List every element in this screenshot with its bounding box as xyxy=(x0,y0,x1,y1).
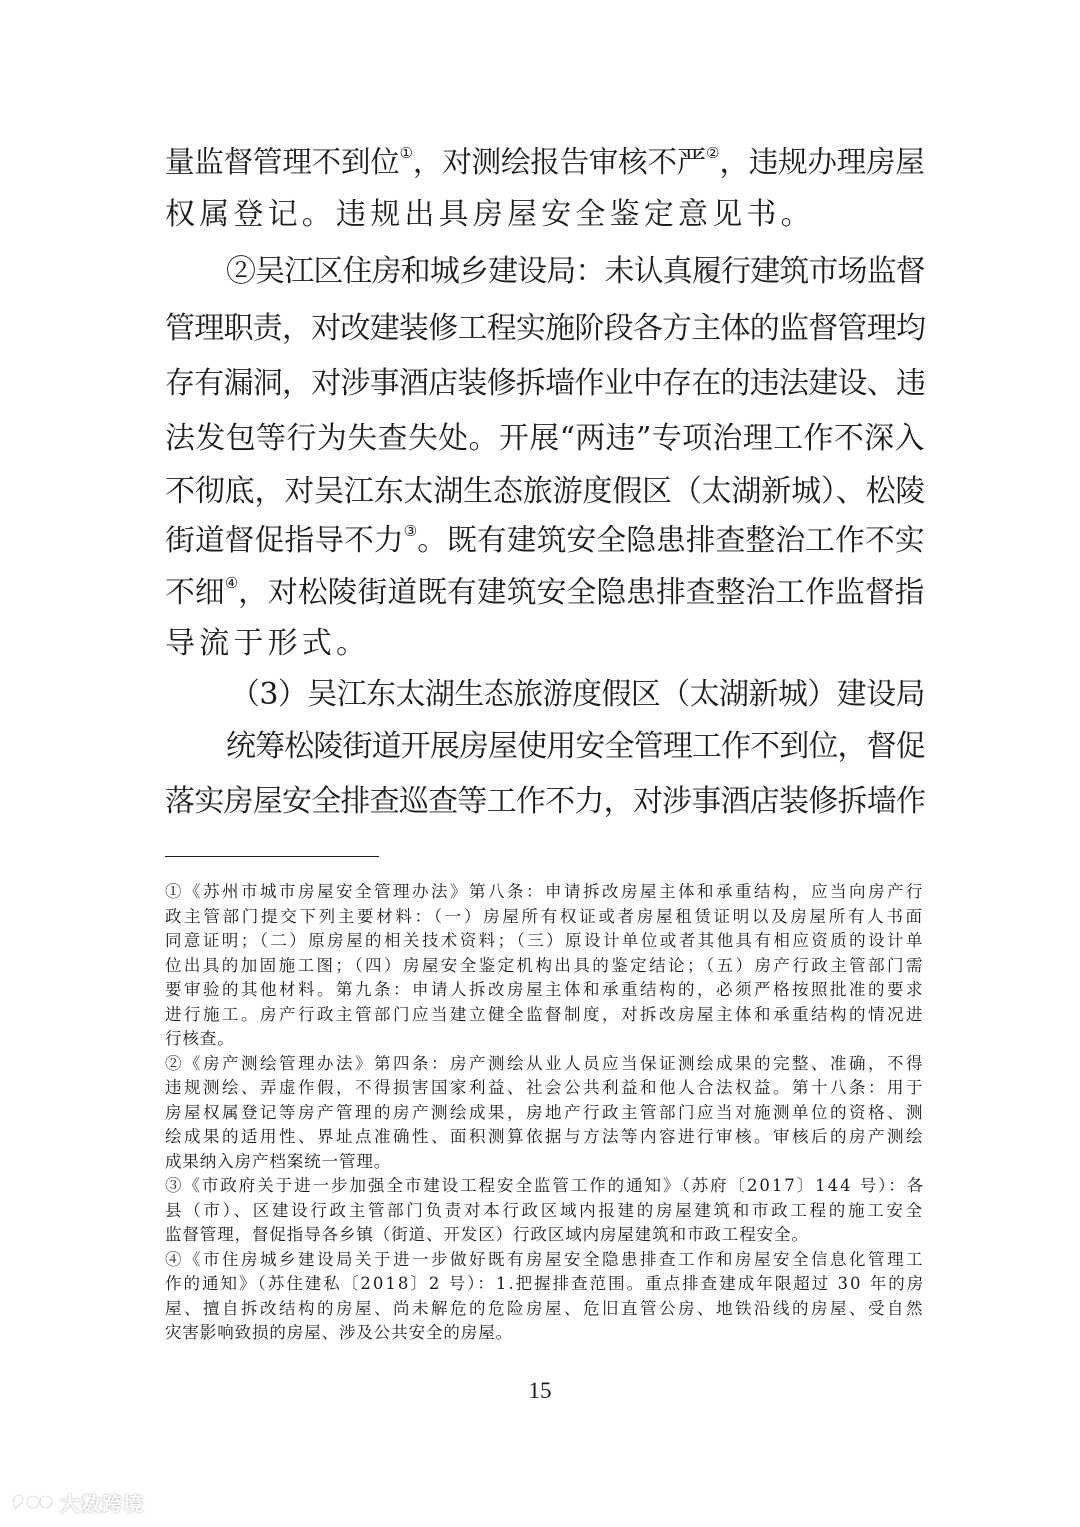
body-text-segment: ，违规办理房屋 xyxy=(719,144,925,179)
footnote-line: ④《市住房城乡建设局关于进一步做好既有房屋安全隐患排查工作和房屋安全信息化管理工 xyxy=(165,1249,925,1269)
body-text-segment: 导流于形式。 xyxy=(165,626,371,661)
body-line xyxy=(165,784,926,819)
footnote-line: 同意证明；（二）原房屋的相关技术资料；（三）原设计单位或者其他具有相应资质的设计单 xyxy=(165,931,925,950)
footnote-divider xyxy=(165,856,379,857)
footnote-marker: ③ xyxy=(403,522,418,540)
footnote-line: 灾害影响致损的房屋、涉及公共安全的房屋。 xyxy=(165,1323,513,1342)
body-text-segment: 统筹松陵街道开展房屋使用安全管理工作不到位，督促 xyxy=(226,729,925,764)
body-line xyxy=(165,576,925,608)
footnote-line: 要审验的其他材料。第九条：申请人拆改房屋主体和承重结构的，必须严格按照批准的要求 xyxy=(165,980,925,999)
footnote-marker: ④ xyxy=(224,574,239,592)
footnote-line: 位出具的加固施工图；（四）房屋安全鉴定机构出具的鉴定结论；（五）房产行政主管部门需 xyxy=(165,955,925,975)
dashuju-logo-icon xyxy=(10,1489,54,1515)
body-text-segment: 法发包等行为失查失处。开展“两违”专项治理工作不深入 xyxy=(165,421,925,456)
body-line xyxy=(165,421,925,456)
body-line xyxy=(165,146,925,177)
body-text-segment: 不彻底，对吴江东太湖生态旅游度假区（太湖新城）、松陵 xyxy=(165,474,926,509)
footnote-marker: ② xyxy=(705,144,720,162)
body-text-segment: ②吴江区住房和城乡建设局：未认真履行建筑市场监督 xyxy=(226,254,925,289)
body-line xyxy=(230,677,925,712)
footnote-line: 行核查。 xyxy=(165,1029,235,1048)
watermark-text: 大数跨境 xyxy=(60,1491,144,1516)
footnote-line: 绘成果的适用性、界址点准确性、面积测算依据与方法等内容进行审核。审核后的房产测绘 xyxy=(165,1127,925,1146)
body-line xyxy=(226,254,925,289)
watermark xyxy=(10,1484,144,1520)
body-text-segment: 管理职责，对改建装修工程实施阶段各方主体的监督管理均 xyxy=(165,311,926,346)
footnote-line: ③《市政府关于进一步加强全市建设工程安全监管工作的通知》（苏府〔2017〕144 号）：各 xyxy=(165,1176,926,1195)
body-line xyxy=(165,366,926,401)
body-line xyxy=(165,311,926,346)
body-text-segment: 存有漏洞，对涉事酒店装修拆墙作业中存在的违法建设、违 xyxy=(165,366,926,401)
page-number: 15 xyxy=(528,1378,552,1403)
footnote-line: 屋、擅自拆改结构的房屋、尚未解危的危险房屋、危旧直管公房、地铁沿线的房屋、受自然 xyxy=(165,1298,925,1318)
footnote-line: 成果纳入房产档案统一管理。 xyxy=(165,1151,392,1171)
footnote-line: ②《房产测绘管理办法》第四条：房产测绘从业人员应当保证测绘成果的完整、准确，不得 xyxy=(165,1053,925,1073)
footnote-line: 县（市）、区建设行政主管部门负责对本行政区域内报建的房屋建筑和市政工程的施工安全 xyxy=(165,1200,925,1220)
body-text-segment: ，对测绘报告审核不严 xyxy=(412,144,706,179)
body-text-segment: 权属登记。违规出具房屋安全鉴定意见书。 xyxy=(165,197,815,232)
body-text-segment: ，对松陵街道既有建筑安全隐患排查整治工作监督指 xyxy=(238,575,925,610)
footnote-line: 作的通知》（苏住建私〔2018〕2 号）：1.把握排查范围。重点排查建成年限超过 30 年的房 xyxy=(165,1274,926,1293)
body-line xyxy=(165,474,926,509)
footnote-line: 政主管部门提交下列主要材料：（一）房屋所有权证或者房屋租赁证明以及房屋所有人书面 xyxy=(165,906,925,926)
body-text-segment: 量监督管理不到位 xyxy=(165,144,400,179)
body-line xyxy=(226,729,925,764)
footnote-line: 进行施工。房产行政主管部门应当建立健全监督制度，对拆改房屋主体和承重结构的情况进 xyxy=(165,1004,925,1024)
footnote-line: ①《苏州市城市房屋安全管理办法》第八条：申请拆改房屋主体和承重结构，应当向房产行 xyxy=(165,882,925,901)
body-line xyxy=(165,524,925,556)
body-line xyxy=(165,197,925,232)
body-line xyxy=(165,626,925,661)
body-text-segment: （3）吴江东太湖生态旅游度假区（太湖新城）建设局 xyxy=(230,677,925,712)
body-text-segment: 落实房屋安全排查巡查等工作不力，对涉事酒店装修拆墙作 xyxy=(165,784,926,819)
body-text-segment: 。既有建筑安全隐患排查整治工作不实 xyxy=(417,523,925,558)
footnote-line: 监督管理，督促指导各乡镇（街道、开发区）行政区域内房屋建筑和市政工程安全。 xyxy=(165,1225,809,1244)
footnote-line: 房屋权属登记等房产管理的房产测绘成果，房地产行政主管部门应当对施测单位的资格、测 xyxy=(165,1102,925,1122)
body-text-segment: 街道督促指导不力 xyxy=(165,523,404,558)
footnote-line: 违规测绘、弄虚作假，不得损害国家利益、社会公共利益和他人合法权益。第十八条：用于 xyxy=(165,1078,925,1097)
footnote-marker: ① xyxy=(399,144,413,162)
body-text-segment: 不细 xyxy=(165,575,225,610)
